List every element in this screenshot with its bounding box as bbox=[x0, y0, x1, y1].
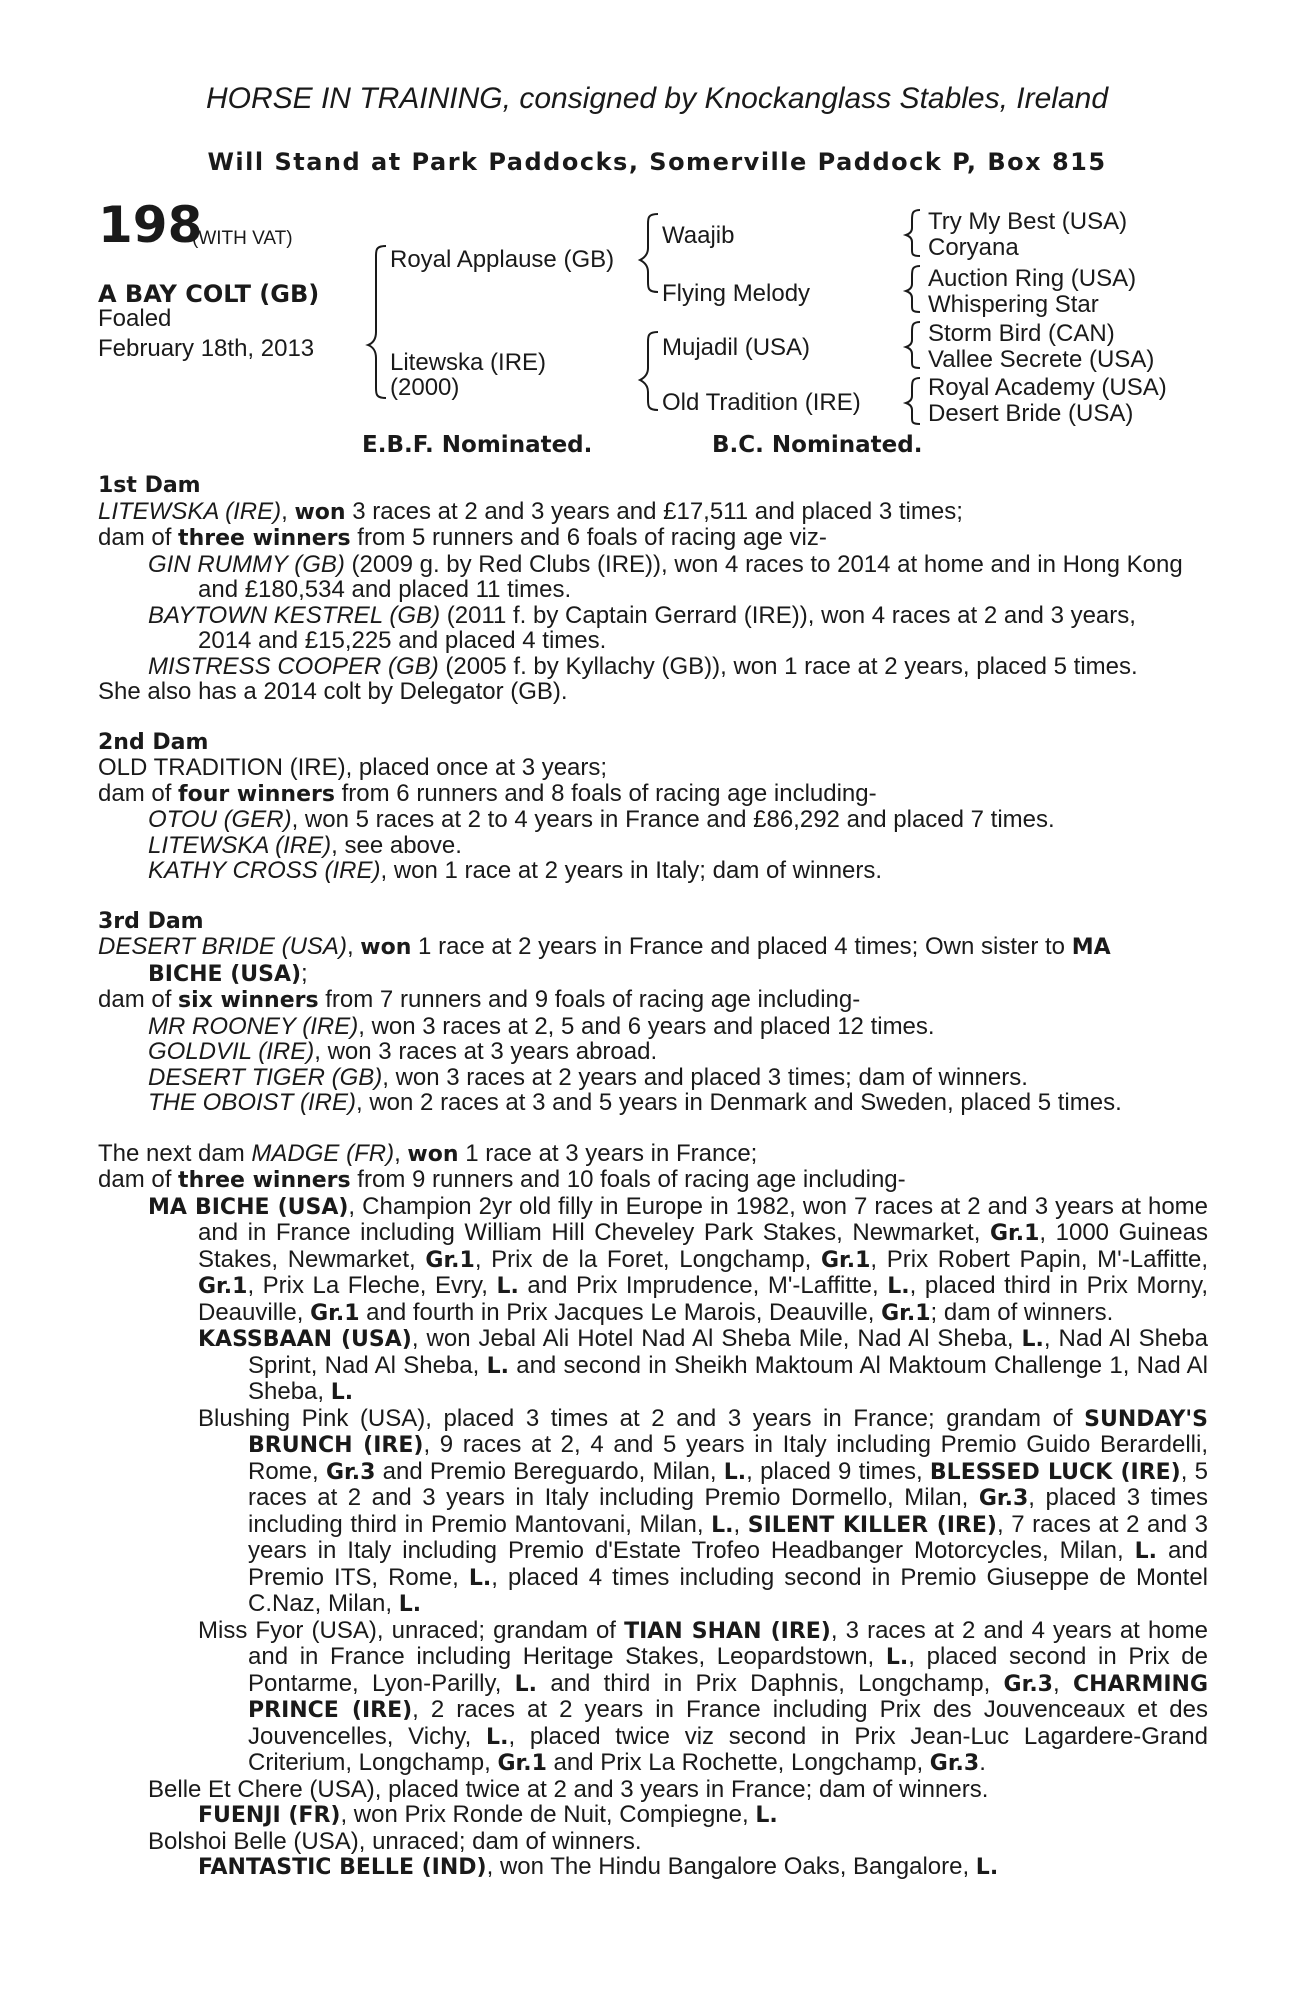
produce-entry-bolshoi-belle: Bolshoi Belle (USA), unraced; dam of winners. bbox=[148, 1827, 642, 1855]
first-dam-line: LITEWSKA (IRE), won 3 races at 2 and 3 years and £17,511 and placed 3 times; bbox=[98, 497, 963, 525]
bc-nominated: B.C. Nominated. bbox=[712, 432, 923, 458]
foaled-label: Foaled bbox=[98, 305, 172, 332]
produce-entry-miss-fyor: Miss Fyor (USA), unraced; grandam of TIAN SHAN (IRE), 3 races at 2 and 4 years at home and in France including Heritage Stakes, Leopardstown, L., placed second in Prix de Pontarme, Lyon-Parilly, L. and third in Prix Daphnis, Longchamp, Gr.3, CHARMING PRINCE (IRE), 2 races at 2 years in France including Prix des Jouvenceaux et des Jouvencelles, Vichy, L., placed twice viz second in Prix Jean-Luc Lagardere-Grand Criterium, Longchamp, Gr.1 and Prix La Rochette, Longchamp, Gr.3. bbox=[198, 1616, 1209, 1776]
sire-sire: Waajib bbox=[662, 222, 735, 249]
ped-sss: Try My Best (USA) bbox=[928, 208, 1128, 235]
second-dam-produce-summary: dam of four winners from 6 runners and 8 foals of racing age including- bbox=[98, 779, 877, 807]
produce-entry: GIN RUMMY (GB) (2009 g. by Red Clubs (IRE)), won 4 races to 2014 at home and in Hong Kong and £180,534 and placed 11 times. bbox=[148, 550, 1183, 603]
dam-dam: Old Tradition (IRE) bbox=[662, 389, 861, 416]
bracket-sire bbox=[640, 214, 658, 292]
ped-ddd: Desert Bride (USA) bbox=[928, 400, 1134, 427]
produce-entry: MR ROONEY (IRE), won 3 races at 2, 5 and 6 years and placed 12 times. bbox=[148, 1012, 935, 1040]
bracket-dam bbox=[640, 332, 658, 410]
vat-label: (WITH VAT) bbox=[192, 228, 293, 249]
produce-entry: OTOU (GER), won 5 races at 2 to 4 years in France and £86,292 and placed 7 times. bbox=[148, 806, 1055, 833]
bracket-ds bbox=[906, 322, 920, 368]
second-dam-line: OLD TRADITION (IRE), placed once at 3 years; bbox=[98, 754, 608, 781]
next-dam-line: The next dam MADGE (FR), won 1 race at 3 years in France; bbox=[98, 1139, 758, 1167]
produce-entry-kassbaan: KASSBAAN (USA), won Jebal Ali Hotel Nad Al Sheba Mile, Nad Al Sheba, L., Nad Al Sheba Sprint, Nad Al Sheba, L. and second in Sheikh Maktoum Al Maktoum Challenge 1, Nad Al Sheba, L. bbox=[198, 1325, 1208, 1405]
foaled-date: February 18th, 2013 bbox=[98, 335, 315, 362]
stand-location: Will Stand at Park Paddocks, Somerville Paddock P, Box 815 bbox=[207, 148, 1107, 176]
produce-entry: GOLDVIL (IRE), won 3 races at 3 years abroad. bbox=[148, 1038, 658, 1065]
ped-dds: Royal Academy (USA) bbox=[928, 374, 1167, 401]
ebf-nominated: E.B.F. Nominated. bbox=[362, 432, 593, 458]
ped-ssd: Coryana bbox=[928, 234, 1019, 261]
produce-entry-fuenji: FUENJI (FR), won Prix Ronde de Nuit, Compiegne, L. bbox=[198, 1801, 778, 1828]
bracket-sd bbox=[906, 266, 920, 312]
ped-dsd: Vallee Secrete (USA) bbox=[928, 346, 1155, 373]
lot-number: 198 bbox=[98, 196, 203, 254]
page-title: HORSE IN TRAINING, consigned by Knockanglass Stables, Ireland bbox=[205, 82, 1109, 115]
second-dam-heading: 2nd Dam bbox=[98, 729, 209, 755]
produce-entry: DESERT TIGER (GB), won 3 races at 2 years and placed 3 times; dam of winners. bbox=[148, 1063, 1028, 1091]
produce-entry: BAYTOWN KESTREL (GB) (2011 f. by Captain Gerrard (IRE)), won 4 races at 2 and 3 years, 2014 and £15,225 and placed 4 times. bbox=[148, 601, 1136, 654]
first-dam-note: She also has a 2014 colt by Delegator (GB). bbox=[98, 678, 568, 705]
produce-entry: MISTRESS COOPER (GB) (2005 f. by Kyllachy (GB)), won 1 race at 2 years, placed 5 times. bbox=[148, 652, 1138, 680]
ped-dss: Storm Bird (CAN) bbox=[928, 320, 1115, 347]
bracket-ss bbox=[906, 210, 920, 256]
catalogue-body bbox=[98, 473, 1208, 1881]
bracket-gen1 bbox=[368, 246, 386, 398]
dam-year: (2000) bbox=[390, 374, 460, 401]
first-dam-heading: 1st Dam bbox=[98, 473, 201, 498]
bracket-dd bbox=[906, 378, 920, 424]
third-dam-line: DESERT BRIDE (USA), won 1 race at 2 years in France and placed 4 times; Own sister to MA BICHE (USA); bbox=[98, 933, 1111, 987]
ped-sds: Auction Ring (USA) bbox=[928, 265, 1137, 292]
first-dam-produce-summary: dam of three winners from 5 runners and 6 foals of racing age viz- bbox=[98, 524, 827, 551]
produce-entry-belle-et-chere: Belle Et Chere (USA), placed twice at 2 and 3 years in France; dam of winners. bbox=[148, 1775, 989, 1803]
dam-sire: Mujadil (USA) bbox=[662, 334, 811, 361]
sire-dam: Flying Melody bbox=[662, 280, 811, 307]
third-dam-heading: 3rd Dam bbox=[98, 908, 204, 934]
third-dam-produce-summary: dam of six winners from 7 runners and 9 foals of racing age including- bbox=[98, 986, 861, 1013]
produce-entry: KATHY CROSS (IRE), won 1 race at 2 years in Italy; dam of winners. bbox=[148, 857, 883, 884]
produce-entry-fantastic-belle: FANTASTIC BELLE (IND), won The Hindu Bangalore Oaks, Bangalore, L. bbox=[198, 1853, 999, 1880]
dam-name: Litewska (IRE) bbox=[390, 349, 547, 376]
sire: Royal Applause (GB) bbox=[390, 246, 615, 273]
next-dam-produce-summary: dam of three winners from 9 runners and 10 foals of racing age including- bbox=[98, 1166, 906, 1193]
produce-entry: LITEWSKA (IRE), see above. bbox=[148, 831, 462, 859]
produce-entry: THE OBOIST (IRE), won 2 races at 3 and 5 years in Denmark and Sweden, placed 5 times. bbox=[148, 1089, 1122, 1116]
ped-sdd: Whispering Star bbox=[928, 291, 1099, 318]
produce-entry-blushing-pink: Blushing Pink (USA), placed 3 times at 2 and 3 years in France; grandam of SUNDAY'S BRUNCH (IRE), 9 races at 2, 4 and 5 years in Italy including Premio Guido Berardelli, Rome, Gr.3 and Premio Bereguardo, Milan, L., placed 9 times, BLESSED LUCK (IRE), 5 races at 2 and 3 years in Italy including Premio Dormello, Milan, Gr.3, placed 3 times including third in Premio Mantovani, Milan, L., SILENT KILLER (IRE), 7 races at 2 and 3 years in Italy including Premio d'Estate Trofeo Headbanger Motorcycles, Milan, L. and Premio ITS, Rome, L., placed 4 times including second in Premio Giuseppe de Montel C.Naz, Milan, L. bbox=[198, 1404, 1209, 1617]
produce-entry-ma-biche: MA BICHE (USA), Champion 2yr old filly in Europe in 1982, won 7 races at 2 and 3 years at home and in France including William Hill Cheveley Park Stakes, Newmarket, Gr.1, 1000 Guineas Stakes, Newmarket, Gr.1, Prix de la Foret, Longchamp, Gr.1, Prix Robert Papin, M'-Laffitte, Gr.1, Prix La Fleche, Evry, L. and Prix Imprudence, M'-Laffitte, L., placed third in Prix Morny, Deauville, Gr.1 and fourth in Prix Jacques Le Marois, Deauville, Gr.1; dam of winners. bbox=[148, 1192, 1209, 1326]
horse-name: A BAY COLT (GB) bbox=[98, 280, 320, 308]
